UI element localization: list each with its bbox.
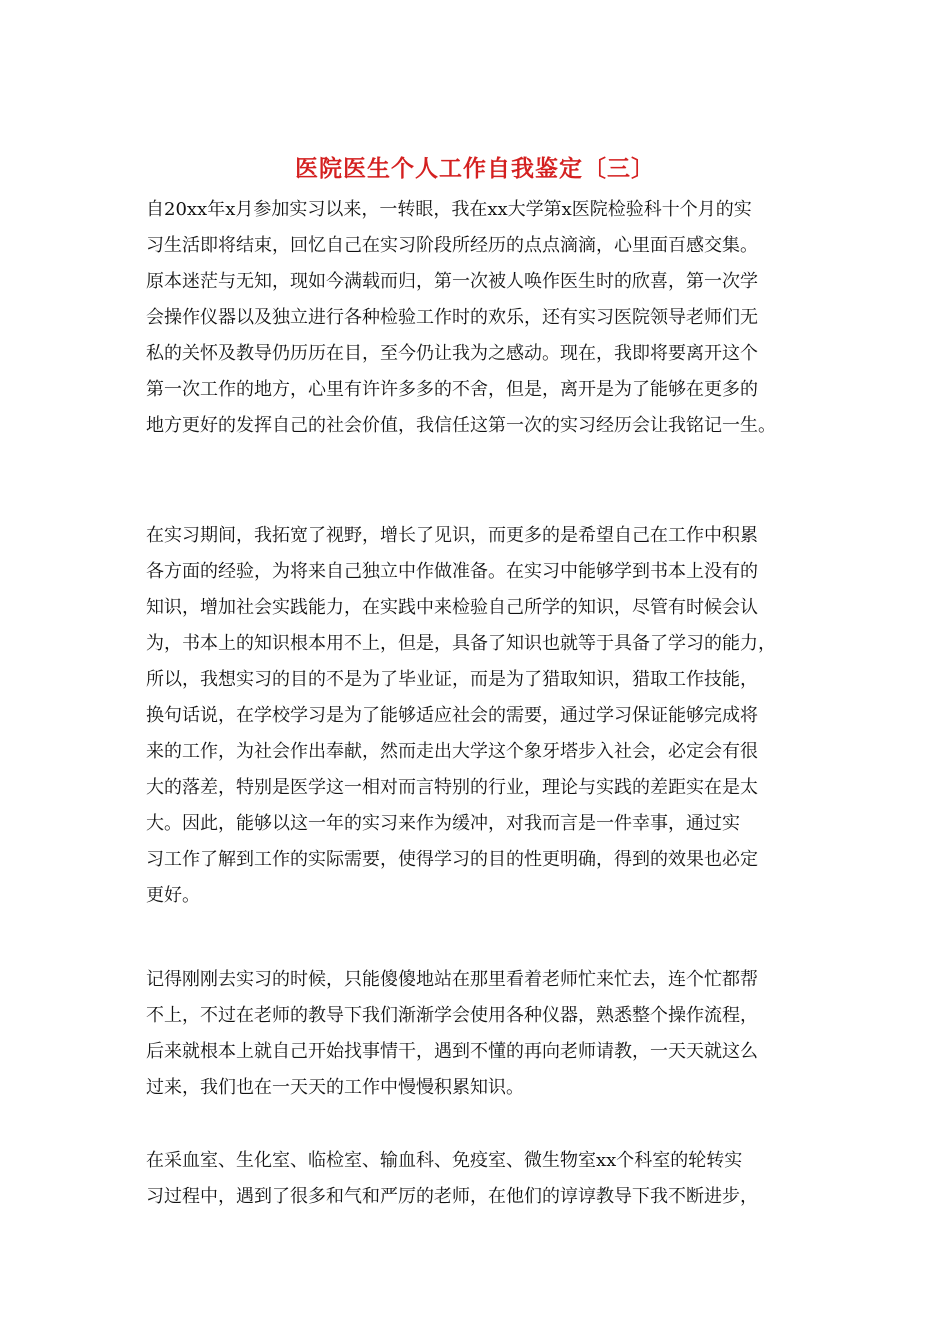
- paragraph-line: 更好。: [146, 885, 200, 906]
- paragraph-line: 大。因此，能够以这一年的实习来作为缓冲，对我而言是一件幸事，通过实: [146, 813, 740, 834]
- paragraph-line: 大的落差，特别是医学这一相对而言特别的行业，理论与实践的差距实在是太: [146, 777, 758, 798]
- paragraph-line: 为，书本上的知识根本用不上，但是，具备了知识也就等于具备了学习的能力，: [146, 633, 776, 654]
- paragraph-line: 私的关怀及教导仍历历在目，至今仍让我为之感动。现在，我即将要离开这个: [146, 343, 758, 364]
- paragraph-3: [146, 962, 806, 1106]
- paragraph-line: 后来就根本上就自己开始找事情干，遇到不懂的再向老师请教，一天天就这么: [146, 1041, 758, 1062]
- paragraph-line: 原本迷茫与无知，现如今满载而归，第一次被人唤作医生时的欣喜，第一次学: [146, 271, 758, 292]
- paragraph-line: 记得刚刚去实习的时候，只能傻傻地站在那里看着老师忙来忙去，连个忙都帮: [146, 969, 758, 990]
- paragraph-line: 在实习期间，我拓宽了视野，增长了见识，而更多的是希望自己在工作中积累: [146, 525, 758, 546]
- paragraph-line: 过来，我们也在一天天的工作中慢慢积累知识。: [146, 1077, 524, 1098]
- paragraph-line: 会操作仪器以及独立进行各种检验工作时的欢乐，还有实习医院领导老师们无: [146, 307, 758, 328]
- paragraph-line: 所以，我想实习的目的不是为了毕业证，而是为了猎取知识，猎取工作技能，: [146, 669, 758, 690]
- paragraph-4: [146, 1143, 806, 1215]
- paragraph-line: 知识，增加社会实践能力，在实践中来检验自己所学的知识，尽管有时候会认: [146, 597, 758, 618]
- paragraph-line: 地方更好的发挥自己的社会价值，我信任这第一次的实习经历会让我铭记一生。: [146, 415, 776, 436]
- paragraph-line: 自20xx年x月参加实习以来，一转眼，我在xx大学第x医院检验科十个月的实: [146, 199, 752, 220]
- paragraph-line: 不上，不过在老师的教导下我们渐渐学会使用各种仪器，熟悉整个操作流程，: [146, 1005, 758, 1026]
- paragraph-line: 各方面的经验，为将来自己独立中作做准备。在实习中能够学到书本上没有的: [146, 561, 758, 582]
- paragraph-line: 来的工作，为社会作出奉献，然而走出大学这个象牙塔步入社会，必定会有很: [146, 741, 758, 762]
- paragraph-2: [146, 518, 806, 914]
- paragraph-1: [146, 192, 806, 444]
- paragraph-line: 第一次工作的地方，心里有许许多多的不舍，但是，离开是为了能够在更多的: [146, 379, 758, 400]
- paragraph-line: 习过程中，遇到了很多和气和严厉的老师，在他们的谆谆教导下我不断进步，: [146, 1186, 758, 1207]
- paragraph-line: 在采血室、生化室、临检室、输血科、免疫室、微生物室xx个科室的轮转实: [146, 1150, 743, 1171]
- document-title: 医院医生个人工作自我鉴定〔三〕: [295, 156, 655, 182]
- paragraph-line: 习生活即将结束，回忆自己在实习阶段所经历的点点滴滴，心里面百感交集。: [146, 235, 758, 256]
- paragraph-line: 习工作了解到工作的实际需要，使得学习的目的性更明确，得到的效果也必定: [146, 849, 758, 870]
- paragraph-line: 换句话说，在学校学习是为了能够适应社会的需要，通过学习保证能够完成将: [146, 705, 758, 726]
